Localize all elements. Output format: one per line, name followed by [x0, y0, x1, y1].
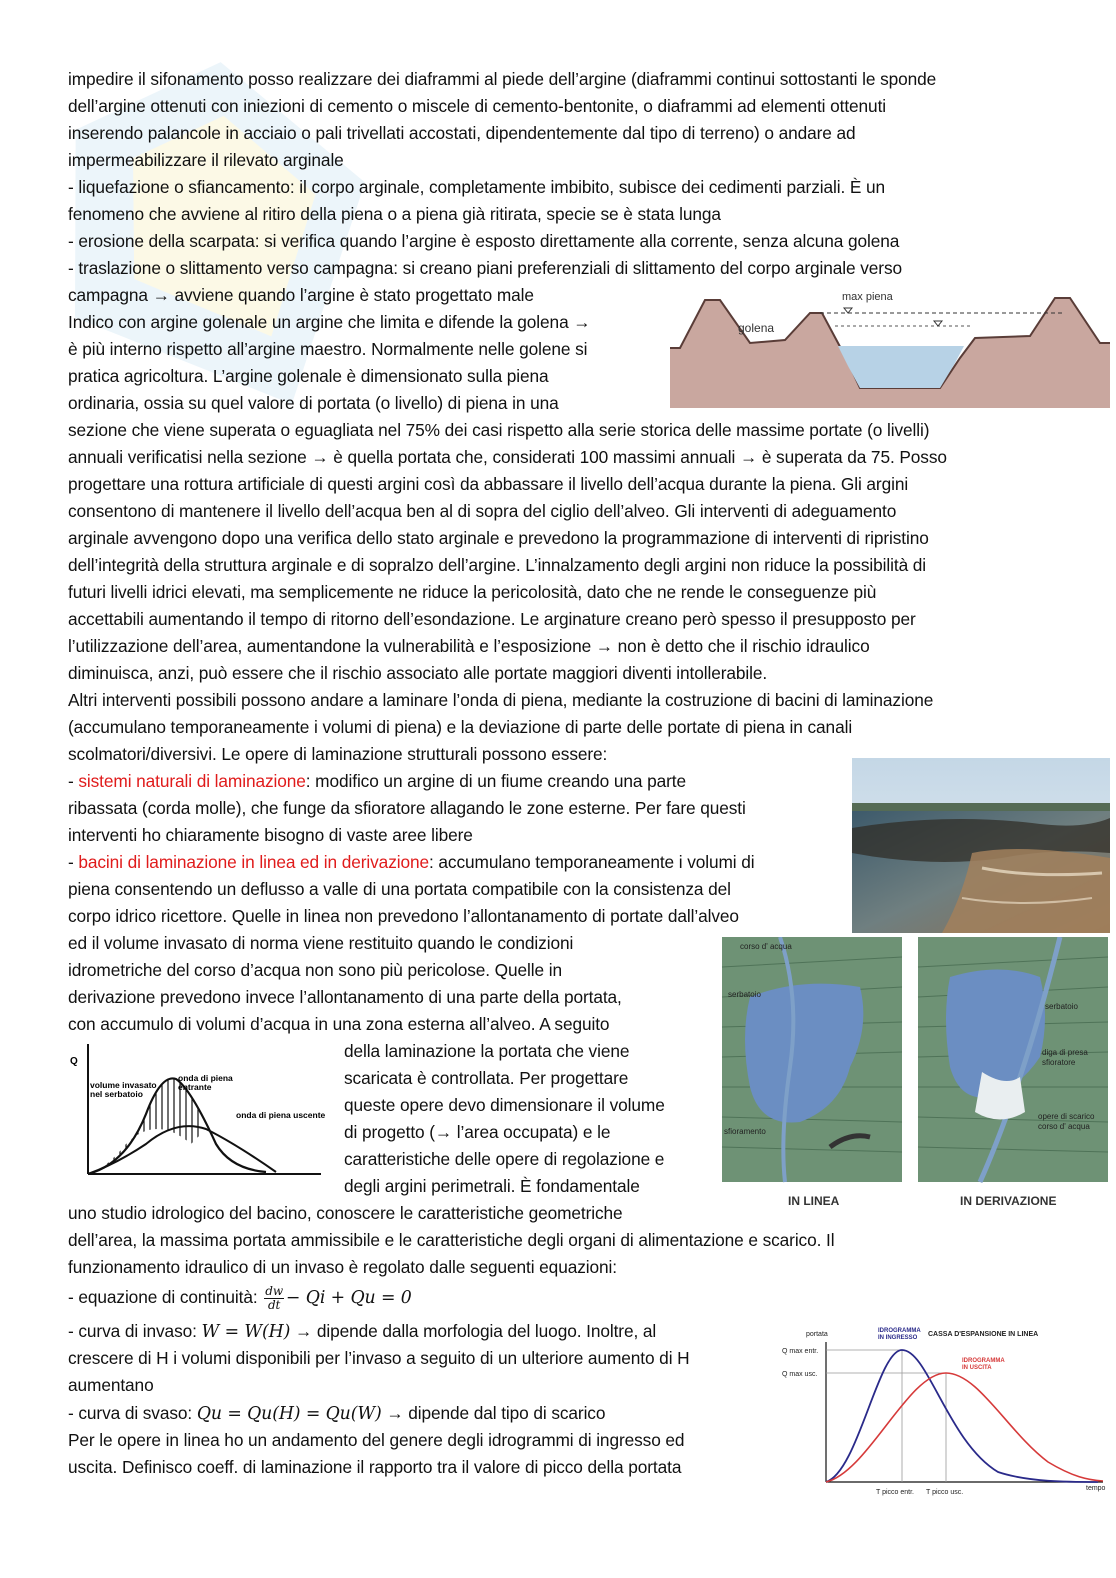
eq-svaso-rest: → dipende dal tipo di scarico [381, 1403, 606, 1423]
term-bacini: bacini di laminazione in linea ed in derivazione [78, 852, 430, 872]
text-line: di progetto (→ l’area occupata) e le [344, 1122, 611, 1142]
label-golena: golena [738, 321, 775, 335]
fraction-numerator: dw [265, 1283, 284, 1298]
item-bacini-rest: : accumulano temporaneamente i volumi di [429, 852, 755, 872]
fraction-denominator: dt [267, 1297, 281, 1312]
label-entrante-line: entrante [178, 1082, 212, 1092]
label-t-usc: T picco usc. [926, 1489, 964, 1496]
flood-basins-figure [720, 937, 1112, 1217]
label-idro-in-line: IN INGRESSO [878, 1335, 918, 1341]
list-item-natural: - sistemi naturali di laminazione: modifico un argine di un fiume creando una parte [68, 771, 687, 791]
label-sfioratore: sfioratore [1042, 1058, 1076, 1067]
label-diga: diga di presa [1042, 1048, 1088, 1057]
list-item-bacini: - bacini di laminazione in linea ed in derivazione: accumulano temporaneamente i volumi di [68, 852, 755, 872]
label-idro-in-line: IDROGRAMMA [878, 1328, 921, 1334]
text-line: inserendo palancole in acciaio o pali trivellati accostati, dipendentemente dal tipo di terreno) o andare ad [68, 123, 856, 143]
text-line: dell’area, la massima portata ammissibile e le caratteristiche degli organi di alimentazione e scarico. Il [68, 1230, 835, 1250]
text-line: corpo idrico ricettore. Quelle in linea non prevedono l’allontanamento di portate dall’alveo [68, 906, 739, 926]
label-sfioramento: sfioramento [724, 1127, 766, 1136]
text-line: queste opere devo dimensionare il volume [344, 1095, 665, 1115]
text-line: ed il volume invasato di norma viene restituito quando le condizioni [68, 933, 574, 953]
label-uscente: onda di piena uscente [236, 1110, 326, 1120]
text-line: - traslazione o slittamento verso campagna: si creano piani preferenziali di slittamento del corpo arginale verso [68, 258, 902, 278]
equation-svaso [68, 1400, 605, 1428]
eq-invaso-label: - curva di invaso: [68, 1321, 202, 1341]
text-line: scaricata è controllata. Per progettare [344, 1068, 629, 1088]
text-line: annuali verificatisi nella sezione → è quella portata che, considerati 100 massimi annuali → è superata da 75. Posso [68, 447, 947, 467]
text-line: dell’integrità della struttura arginale e di sopralzo dell’argine. L’innalzamento degli argini non riduce la possibilità di [68, 555, 927, 575]
label-tempo: tempo [1086, 1485, 1106, 1492]
label-max-piena: max piena [842, 291, 893, 303]
chart-title: CASSA D'ESPANSIONE IN LINEA [928, 1331, 1039, 1338]
text-line: Altri interventi possibili possono andare a laminare l’onda di piena, mediante la costruzione di bacini di laminazione [68, 690, 934, 710]
text-line: pratica agricoltura. L’argine golenale è dimensionato sulla piena [68, 366, 549, 386]
in-linea-panel [722, 937, 902, 1182]
text-line: derivazione prevedono invece l’allontanamento di una parte della portata, [68, 987, 622, 1007]
label-qmax-entr: Q max entr. [782, 1348, 819, 1355]
text-line: ribassata (corda molle), che funge da sfioratore allagando le zone esterne. Per fare questi [68, 798, 746, 818]
text-line: dell’argine ottenuti con iniezioni di cemento o miscele di cemento-bentonite, o diaframmi ad elementi ottenuti [68, 96, 887, 116]
text-line: è più interno rispetto all’argine maestro. Normalmente nelle golene si [68, 339, 588, 359]
text-line: ordinaria, ossia su quel valore di portata (o livello) di piena in una [68, 393, 559, 413]
text-line: uno studio idrologico del bacino, conoscere le caratteristiche geometriche [68, 1203, 623, 1223]
text-line: crescere di H i volumi disponibili per l’invaso a seguito di un ulteriore aumento di H [68, 1348, 690, 1368]
text-line: progettare una rottura artificiale di questi argini così da abbassare il livello dell’acqua durante la piena. Gli argini [68, 474, 909, 494]
text-line: interventi ho chiaramente bisogno di vaste aree libere [68, 825, 473, 845]
text-line: fenomeno che avviene al ritiro della piena o a piena già ritirata, specie se è stata lunga [68, 204, 721, 224]
text-line: impedire il sifonamento posso realizzare dei diaframmi al piede dell’argine (diaframmi continui sottostanti le sponde [68, 69, 937, 89]
text-line: Indico con argine golenale un argine che limita e difende la golena → [68, 312, 591, 332]
text-line: degli argini perimetrali. È fondamentale [344, 1176, 640, 1196]
text-line: - liquefazione o sfiancamento: il corpo arginale, completamente imbibito, subisce dei cedimenti parziali. È un [68, 177, 886, 197]
text-line: futuri livelli idrici elevati, ma semplicemente ne riduce la pericolosità, dato che ne rende le conseguenze più [68, 582, 877, 602]
text-line: (accumulano temporaneamente i volumi di piena) e la deviazione di parte delle portate di piena in canali [68, 717, 853, 737]
river-overflow-photo [852, 758, 1110, 933]
fraction-dw-dt [264, 1285, 284, 1312]
text-line: impermeabilizzare il rilevato arginale [68, 150, 344, 170]
text-line: con accumulo di volumi d’acqua in una zona esterna all’alveo. A seguito [68, 1014, 610, 1034]
label-portata: portata [806, 1331, 828, 1338]
label-idro-out-line: IN USCITA [962, 1365, 992, 1371]
label-idro-in [878, 1328, 921, 1341]
volume-hydrograph-figure [66, 1034, 328, 1189]
label-serbatoio-2: serbatoio [1045, 1002, 1078, 1011]
caption-in-derivazione: IN DERIVAZIONE [960, 1194, 1057, 1208]
text-line: accettabili aumentando il tempo di ritorno dell’esondazione. Le arginature creano però spesso il presupposto per [68, 609, 916, 629]
label-idro-out-line: IDROGRAMMA [962, 1358, 1005, 1364]
label-serbatoio: serbatoio [728, 990, 761, 999]
levee-cross-section-figure [670, 288, 1110, 408]
caption-in-linea: IN LINEA [788, 1194, 840, 1208]
text-line: funzionamento idraulico di un invaso è regolato dalle seguenti equazioni: [68, 1257, 617, 1277]
text-line: arginale avvengono dopo una verifica dello stato arginale e prevedono la programmazione di interventi di ripristino [68, 528, 929, 548]
text-line: della laminazione la portata che viene [344, 1041, 630, 1061]
text-line: aumentano [68, 1375, 154, 1395]
label-volume-line: nel serbatoio [90, 1089, 143, 1099]
text-line: caratteristiche delle opere di regolazione e [344, 1149, 665, 1169]
equation-continuity [68, 1284, 412, 1312]
label-corso-2: corso d' acqua [1038, 1122, 1090, 1131]
in-derivazione-panel [918, 937, 1108, 1182]
text-line: piena consentendo un deflusso a valle di una portata compatibile con la consistenza del [68, 879, 731, 899]
text-line: consentono di mantenere il livello dell’acqua ben al di sopra del ciglio dell’alveo. Gli interventi di adeguamento [68, 501, 897, 521]
label-entrante-line: onda di piena [178, 1073, 233, 1083]
text-line: idrometriche del corso d’acqua non sono più pericolose. Quelle in [68, 960, 562, 980]
text-line: l’utilizzazione dell’area, aumentandone la vulnerabilità e l’esposizione → non è detto che il rischio idraulico [68, 636, 870, 656]
term-natural: sistemi naturali di laminazione [78, 771, 306, 791]
label-volume-line: volume invasato [90, 1080, 157, 1090]
text-line: campagna → avviene quando l’argine è stato progettato male [68, 285, 534, 305]
eq-svaso-math: Qu = Qu(H) = Qu(W) [196, 1404, 382, 1424]
equation-invaso [68, 1318, 656, 1346]
eq-invaso-math: W = W(H) [201, 1322, 291, 1342]
label-qmax-usc: Q max usc. [782, 1371, 818, 1378]
text-line: Per le opere in linea ho un andamento del genere degli idrogrammi di ingresso ed [68, 1430, 685, 1450]
text-line: uscita. Definisco coeff. di laminazione il rapporto tra il valore di picco della portata [68, 1457, 682, 1477]
label-opere: opere di scarico [1038, 1112, 1095, 1121]
label-t-entr: T picco entr. [876, 1489, 915, 1496]
text-line: - erosione della scarpata: si verifica quando l’argine è esposto direttamente alla corrente, senza alcuna golena [68, 231, 900, 251]
label-corso: corso d' acqua [740, 942, 792, 951]
eq-svaso-label: - curva di svaso: [68, 1403, 197, 1423]
text-line: sezione che viene superata o eguagliata nel 75% dei casi rispetto alla serie storica delle massime portate (o livelli) [68, 420, 930, 440]
text-line: scolmatori/diversivi. Le opere di laminazione strutturali possono essere: [68, 744, 608, 764]
item-natural-rest: : modifico un argine di un fiume creando una parte [305, 771, 687, 791]
eq-continuity-rest: − Qi + Qu = 0 [286, 1288, 412, 1308]
eq-invaso-rest: → dipende dalla morfologia del luogo. Inoltre, al [290, 1321, 657, 1341]
hydrograph-chart [778, 1322, 1112, 1497]
eq-continuity-label: - equazione di continuità: [68, 1287, 263, 1307]
axis-q-label: Q [70, 1056, 78, 1067]
text-line: diminuisca, anzi, può essere che il rischio associato alle portate maggiori diventi intollerabile. [68, 663, 768, 683]
